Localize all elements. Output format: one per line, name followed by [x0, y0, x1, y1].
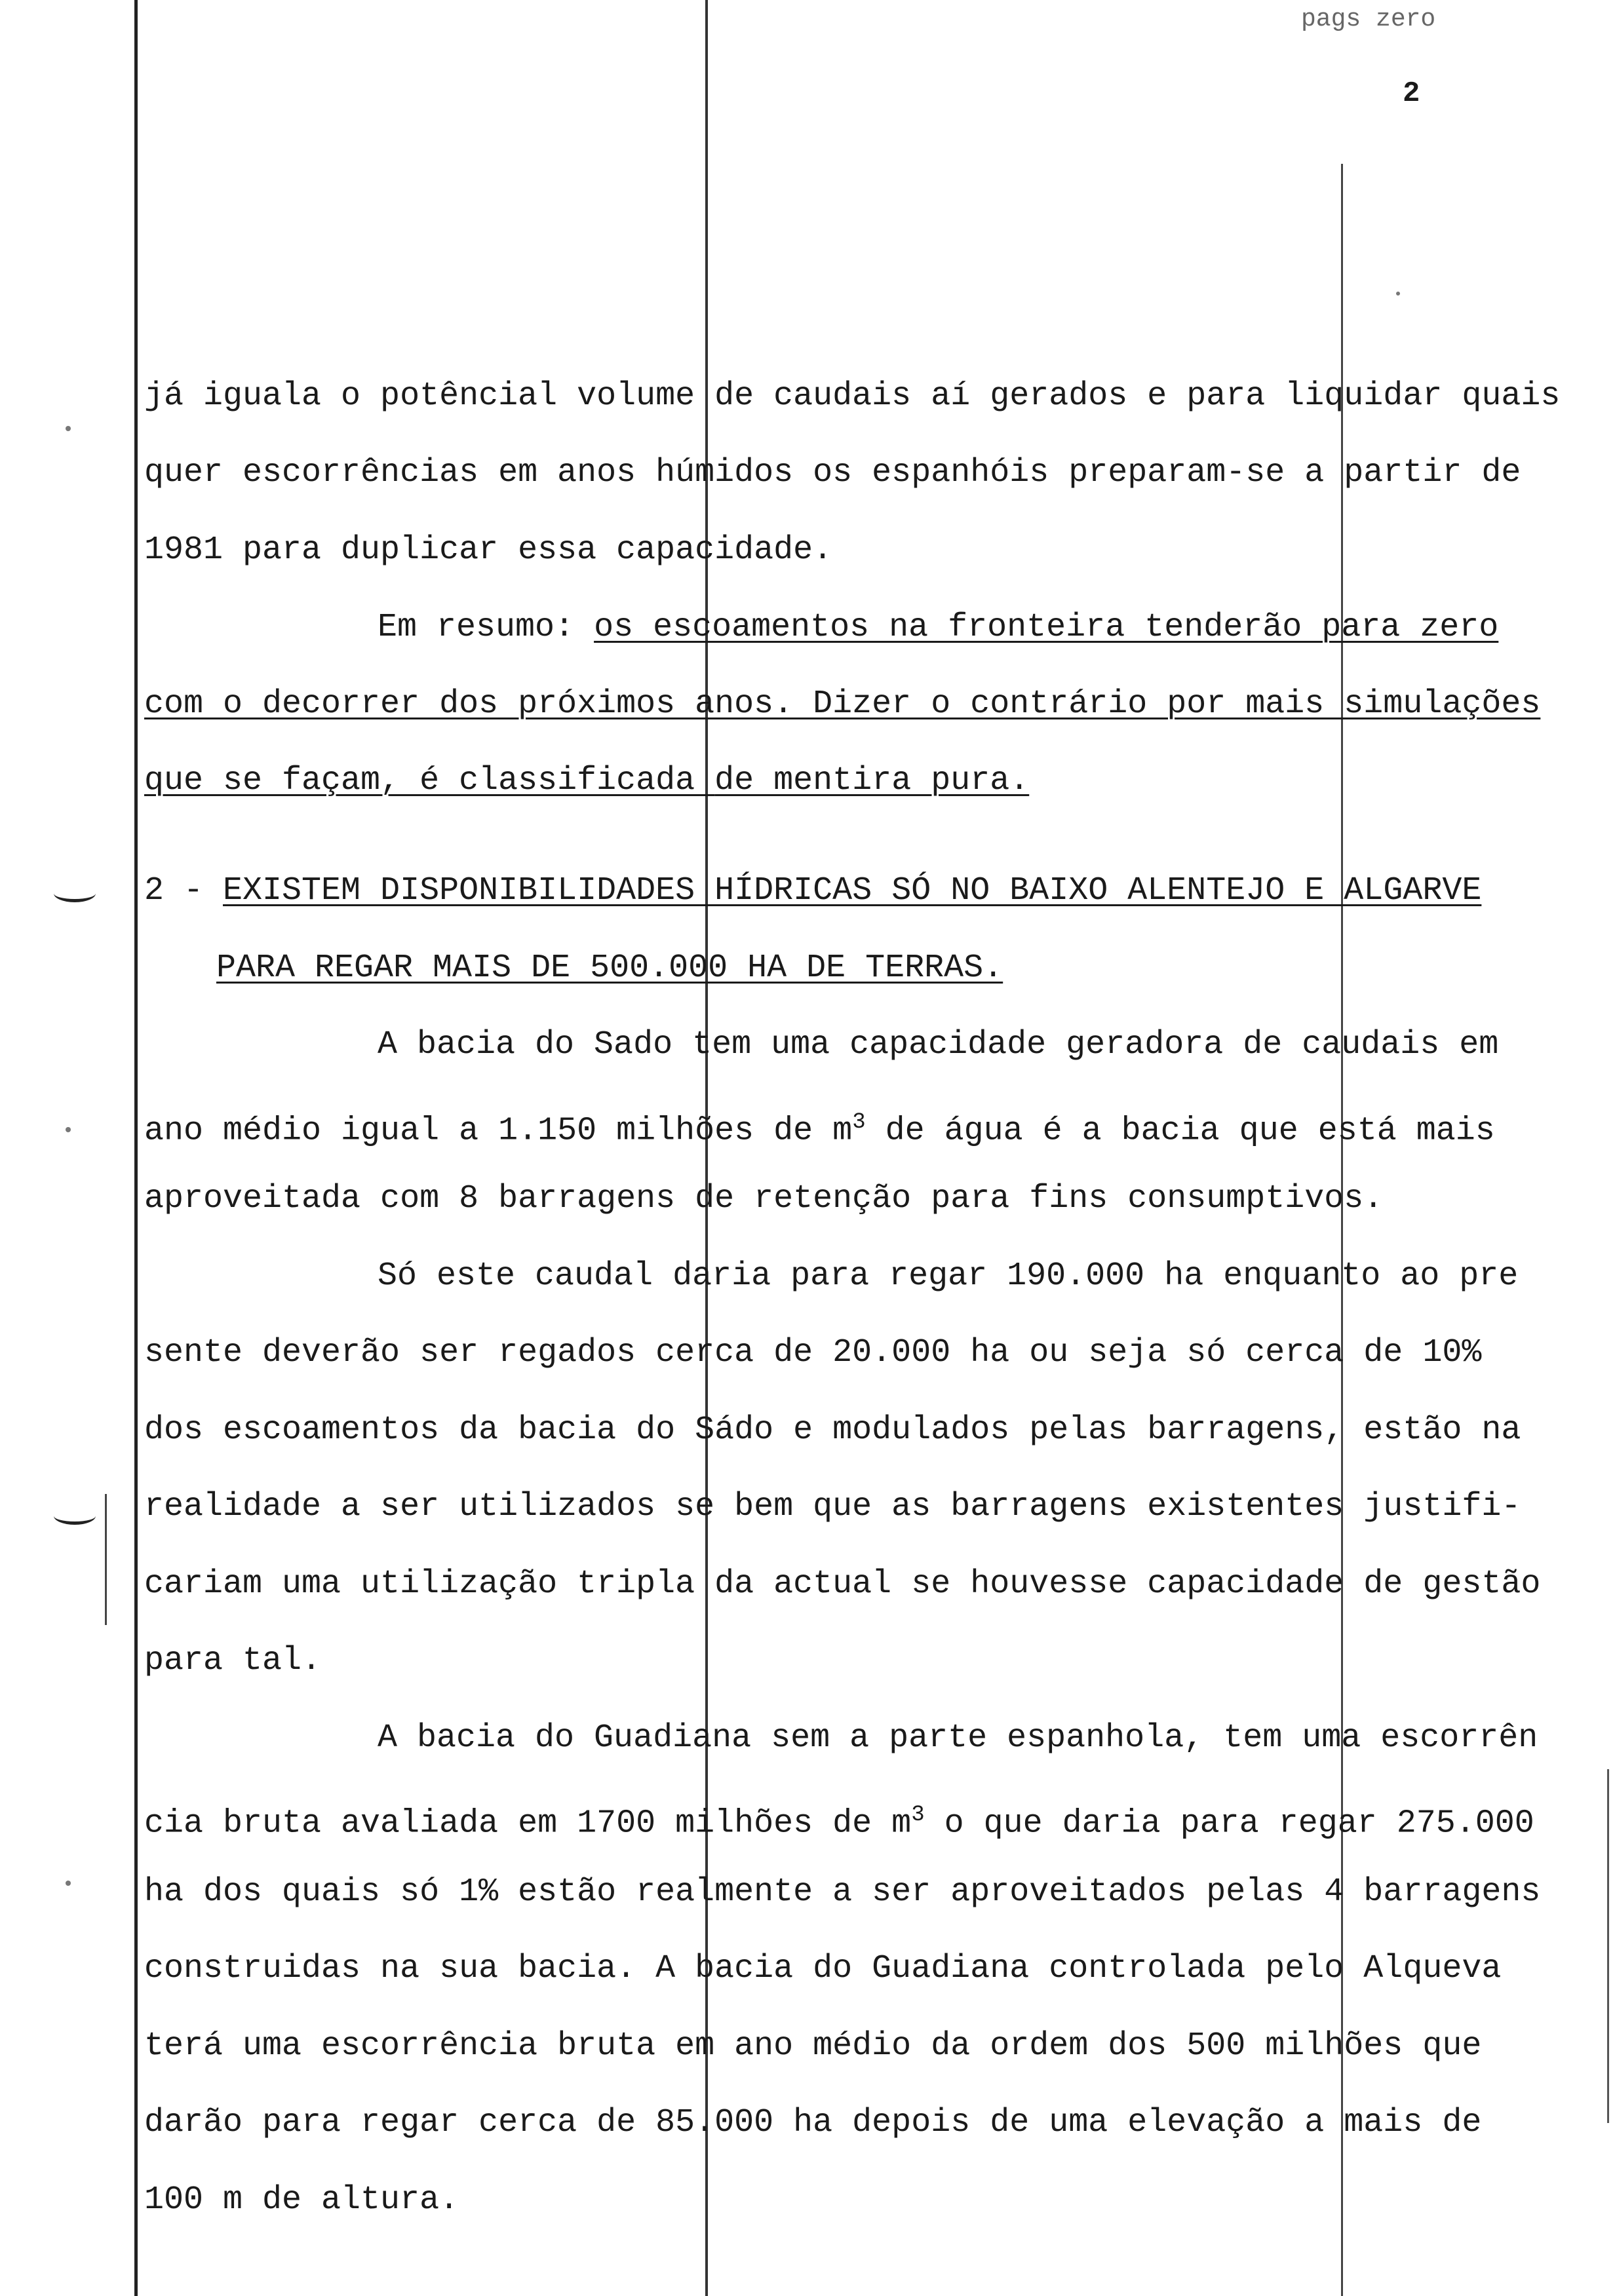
text-line: 1981 para duplicar essa capacidade. — [144, 531, 833, 569]
text-line: 100 m de altura. — [144, 2181, 459, 2219]
text-span: de água é a bacia que está mais — [865, 1112, 1495, 1150]
margin-mark-1 — [54, 885, 96, 902]
speck — [1396, 292, 1400, 296]
summary-underlined: que se façam, é classificada — [144, 762, 715, 799]
margin-mark-2 — [54, 1507, 96, 1525]
summary-line — [144, 685, 1560, 724]
summary-lead: Em resumo: — [378, 609, 594, 646]
text-line: sente deverão ser regados cerca de 20.000 ha ou seja só cerca de 10% — [144, 1334, 1482, 1371]
section-heading-line1: EXISTEM DISPONIBILIDADES HÍDRICAS SÓ NO BAIXO ALENTEJO E ALGARVE — [223, 872, 1482, 909]
text-line: aproveitada com 8 barragens de retenção para fins consumptivos. — [144, 1180, 1384, 1217]
text-line: quer escorrências em anos húmidos os espanhóis preparam-se a partir de — [144, 454, 1521, 491]
text-span: cia bruta avaliada em 1700 milhões de m — [144, 1805, 912, 1843]
speck — [66, 426, 71, 431]
section-heading — [144, 871, 1560, 911]
section-heading-line2: PARA REGAR MAIS DE 500.000 HA DE TERRAS. — [216, 949, 1003, 987]
section-number: 2 - — [144, 872, 224, 909]
summary-line — [378, 608, 1557, 647]
text-line: A bacia do Guadiana sem a parte espanhola, tem uma escorrên — [378, 1719, 1538, 1757]
text-line — [144, 1795, 1560, 1844]
speck — [66, 1881, 71, 1886]
summary-underlined: de mentira pura. — [714, 762, 1030, 799]
binding-line — [134, 0, 138, 2296]
summary-underlined: com o decorrer dos próximos anos. Dizer o contrário por mais simulações — [144, 685, 1541, 723]
superscript: 3 — [911, 1803, 925, 1827]
top-right-mark: pags zero — [1301, 5, 1436, 33]
text-line: Só este caudal daria para regar 190.000 ha enquanto ao pre — [378, 1257, 1519, 1295]
text-line: ha dos quais só 1% estão realmente a ser aproveitados pelas 4 barragens — [144, 1873, 1541, 1911]
text-line: cariam uma utilização tripla da actual se houvesse capacidade de gestão — [144, 1565, 1541, 1603]
speck — [66, 1127, 71, 1132]
edge-mark-right — [1607, 1769, 1609, 2123]
text-line: darão para regar cerca de 85.000 ha depois de uma elevação a mais de — [144, 2104, 1482, 2141]
summary-line — [144, 761, 1560, 801]
text-line: para tal. — [144, 1642, 322, 1679]
text-line: dos escoamentos da bacia do Sádo e modulados pelas barragens, estão na — [144, 1411, 1521, 1449]
text-line: realidade a ser utilizados se bem que as barragens existentes justifi- — [144, 1488, 1521, 1525]
text-line: já iguala o potêncial volume de caudais aí gerados e para liquidar quais — [144, 377, 1561, 415]
superscript: 3 — [852, 1110, 866, 1135]
page-number: 2 — [1403, 77, 1420, 110]
edge-mark-left — [105, 1494, 107, 1625]
text-line — [144, 1103, 1560, 1151]
text-line: terá uma escorrência bruta em ano médio da ordem dos 500 milhões que — [144, 2027, 1482, 2065]
text-line: construidas na sua bacia. A bacia do Guadiana controlada pelo Alqueva — [144, 1950, 1502, 1987]
text-line: A bacia do Sado tem uma capacidade geradora de caudais em — [378, 1026, 1499, 1063]
section-heading — [216, 949, 1560, 988]
text-span: o que daria para regar 275.000 — [924, 1805, 1534, 1843]
summary-underlined: os escoamentos na fronteira tenderão para zero — [594, 609, 1499, 646]
text-span: ano médio igual a 1.150 milhões de m — [144, 1112, 853, 1150]
